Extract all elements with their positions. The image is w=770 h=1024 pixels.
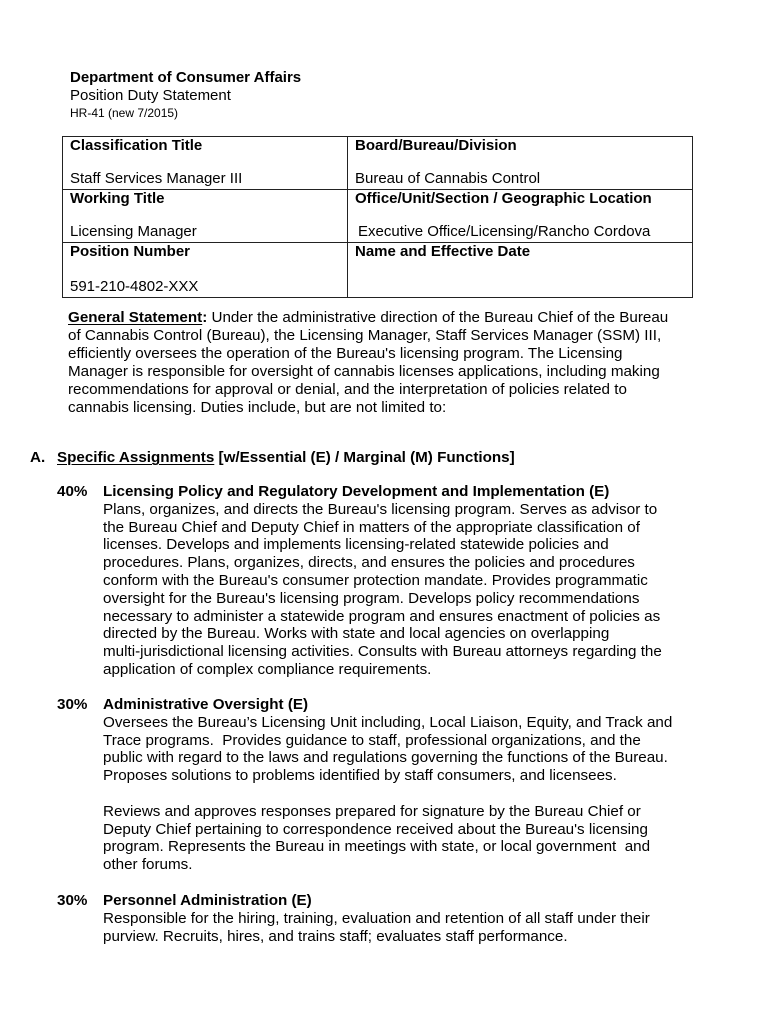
assignment-percent: 40% bbox=[57, 483, 88, 500]
assignment-text-line: Plans, organizes, and directs the Bureau's licensing program. Serves as advisor to bbox=[103, 500, 658, 518]
assignment-text-line: Trace programs. Provides guidance to staff, professional organizations, and the bbox=[103, 731, 641, 749]
assignment-title: Personnel Administration (E) bbox=[103, 892, 312, 909]
board-bureau-division-cell bbox=[347, 137, 692, 189]
position-number-cell bbox=[63, 242, 347, 297]
working-title-label: Working Title bbox=[70, 190, 165, 207]
general-statement-label: General Statement bbox=[68, 309, 203, 326]
classification-title-value: Staff Services Manager III bbox=[70, 170, 243, 188]
assignment-percent: 30% bbox=[57, 892, 88, 909]
assignment-title: Administrative Oversight (E) bbox=[103, 696, 309, 713]
section-title: Specific Assignments bbox=[57, 449, 215, 466]
classification-title-cell bbox=[63, 137, 347, 189]
general-statement-text: Under the administrative direction of the Bureau Chief of the Bureau bbox=[211, 309, 669, 326]
working-title-value: Licensing Manager bbox=[70, 223, 197, 241]
position-number-label: Position Number bbox=[70, 243, 191, 260]
assignment-text-line: public with regard to the laws and regulations governing the functions of the Bureau. bbox=[103, 749, 668, 767]
document-title: Position Duty Statement bbox=[70, 87, 231, 104]
general-statement-line: Manager is responsible for oversight of cannabis licenses applications, including making bbox=[68, 363, 660, 380]
assignment-text-line: the Bureau Chief and Deputy Chief in matters of the appropriate classification of bbox=[103, 518, 640, 536]
assignment-text-line: program. Represents the Bureau in meetings with state, or local government and bbox=[103, 838, 651, 856]
name-effective-date-cell bbox=[347, 242, 692, 297]
assignment-title: Licensing Policy and Regulatory Development and Implementation (E) bbox=[103, 483, 610, 500]
section-subtitle: [w/Essential (E) / Marginal (M) Functions] bbox=[218, 449, 515, 466]
position-number-value: 591-210-4802-XXX bbox=[70, 278, 199, 296]
office-location-value: Executive Office/Licensing/Rancho Cordova bbox=[358, 223, 651, 241]
general-statement bbox=[68, 309, 668, 417]
assignment-text-line: necessary to administer a statewide program and ensures enactment of policies as bbox=[103, 607, 661, 625]
paragraph-spacer bbox=[57, 785, 672, 803]
board-bureau-division-value: Bureau of Cannabis Control bbox=[355, 170, 541, 188]
general-statement-colon: : bbox=[202, 309, 208, 326]
assignment-heading bbox=[57, 696, 672, 714]
assignment-text-line: multi-jurisdictional licensing activities. Consults with Bureau attorneys regarding the bbox=[103, 643, 662, 661]
general-statement-line: efficiently oversees the operation of the Bureau's licensing program. The Licensing bbox=[68, 345, 623, 362]
board-bureau-division-label: Board/Bureau/Division bbox=[355, 137, 517, 154]
general-statement-line: recommendations for approval or denial, and the interpretation of policies related to bbox=[68, 381, 627, 398]
assignment-text-line: Oversees the Bureau’s Licensing Unit including, Local Liaison, Equity, and Track and bbox=[103, 713, 673, 731]
assignment-licensing-policy bbox=[57, 483, 662, 679]
office-location-cell bbox=[347, 189, 692, 242]
department-name: Department of Consumer Affairs bbox=[70, 69, 302, 86]
document-header bbox=[70, 69, 301, 105]
assignment-text-line: Responsible for the hiring, training, evaluation and retention of all staff under their bbox=[103, 909, 650, 927]
assignment-percent: 30% bbox=[57, 696, 88, 713]
assignment-text-line: Proposes solutions to problems identified by staff consumers, and licensees. bbox=[103, 767, 617, 785]
office-location-label: Office/Unit/Section / Geographic Location bbox=[355, 190, 652, 207]
assignment-text-line: procedures. Plans, organizes, directs, and ensures the policies and procedures bbox=[103, 554, 635, 572]
assignment-text-line: purview. Recruits, hires, and trains staff; evaluates staff performance. bbox=[103, 927, 568, 945]
section-a-heading bbox=[30, 449, 515, 467]
working-title-cell bbox=[63, 189, 347, 242]
general-statement-line: cannabis licensing. Duties include, but are not limited to: bbox=[68, 399, 447, 416]
position-info-table bbox=[62, 136, 693, 298]
form-number: HR-41 (new 7/2015) bbox=[70, 106, 179, 120]
assignment-text-line: conform with the Bureau's consumer protection mandate. Provides programmatic bbox=[103, 571, 648, 589]
name-effective-date-label: Name and Effective Date bbox=[355, 243, 531, 260]
assignment-personnel-administration bbox=[57, 892, 650, 945]
assignment-administrative-oversight bbox=[57, 696, 672, 874]
assignment-text-line: Deputy Chief pertaining to correspondence received about the Bureau's licensing bbox=[103, 820, 648, 838]
assignment-text-line: application of complex compliance requirements. bbox=[103, 660, 432, 678]
assignment-text-line: oversight for the Bureau's licensing program. Develops policy recommendations bbox=[103, 589, 640, 607]
assignment-heading bbox=[57, 483, 662, 501]
general-statement-line bbox=[68, 309, 668, 327]
section-letter: A. bbox=[30, 449, 46, 466]
assignment-heading bbox=[57, 892, 650, 910]
assignment-text-line: Reviews and approves responses prepared for signature by the Bureau Chief or bbox=[103, 802, 641, 820]
classification-title-label: Classification Title bbox=[70, 137, 203, 154]
assignment-text-line: licenses. Develops and implements licensing-related statewide policies and bbox=[103, 536, 609, 554]
general-statement-line: of Cannabis Control (Bureau), the Licensing Manager, Staff Services Manager (SSM) III, bbox=[68, 327, 662, 344]
assignment-text-line: other forums. bbox=[103, 856, 193, 874]
assignment-text-line: directed by the Bureau. Works with state and local agencies on overlapping bbox=[103, 625, 610, 643]
